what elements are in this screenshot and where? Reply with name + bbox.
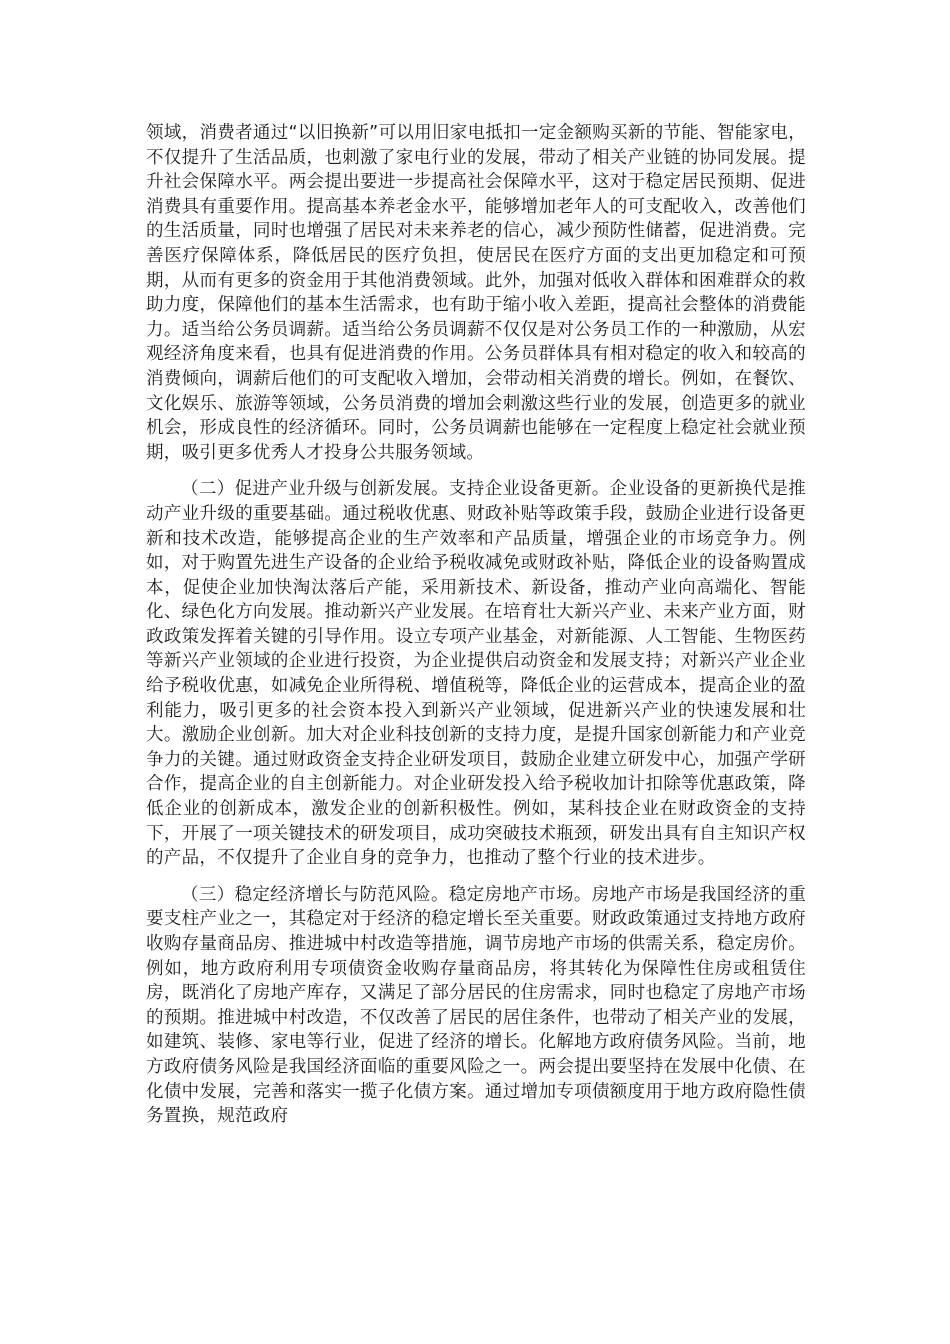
- paragraph-economic-stability: （三）稳定经济增长与防范风险。稳定房地产市场。房地产市场是我国经济的重要支柱产业之一，其稳定对于经济的稳定增长至关重要。财政政策通过支持地方政府收购存量商品房、推进城中村改造等措施，调节房地产市场的供需关系，稳定房价。例如，地方政府利用专项债资金收购存量商品房，将其转化为保障性住房或租赁住房，既消化了房地产库存，又满足了部分居民的住房需求，同时也稳定了房地产市场的预期。推进城中村改造，不仅改善了居民的居住条件，也带动了相关产业的发展，如建筑、装修、家电等行业，促进了经济的增长。化解地方政府债务风险。当前，地方政府债务风险是我国经济面临的重要风险之一。两会提出要坚持在发展中化债、在化债中发展，完善和落实一揽子化债方案。通过增加专项债额度用于地方政府隐性债务置换，规范政府: [146, 884, 806, 1127]
- paragraph-industrial-upgrade: （二）促进产业升级与创新发展。支持企业设备更新。企业设备的更新换代是推动产业升级的重要基础。通过税收优惠、财政补贴等政策手段，鼓励企业进行设备更新和技术改造，能够提高企业的生产效率和产品质量，增强企业的市场竞争力。例如，对于购置先进生产设备的企业给予税收减免或财政补贴，降低企业的设备购置成本，促使企业加快淘汰落后产能，采用新技术、新设备，推动产业向高端化、智能化、绿色化方向发展。推动新兴产业发展。在培育壮大新兴产业、未来产业方面，财政政策发挥着关键的引导作用。设立专项产业基金，对新能源、人工智能、生物医药等新兴产业领域的企业进行投资，为企业提供启动资金和发展支持；对新兴产业企业给予税收优惠，如减免企业所得税、增值税等，降低企业的运营成本，提高企业的盈利能力，吸引更多的社会资本投入到新兴产业领域，促进新兴产业的快速发展和壮大。激励企业创新。加大对企业科技创新的支持力度，是提升国家创新能力和产业竞争力的关键。通过财政资金支持企业研发项目，鼓励企业建立研发中心，加强产学研合作，提高企业的自主创新能力。对企业研发投入给予税收加计扣除等优惠政策，降低企业的创新成本，激发企业的创新积极性。例如，某科技企业在财政资金的支持下，开展了一项关键技术的研发项目，成功突破技术瓶颈，研发出具有自主知识产权的产品，不仅提升了企业自身的竞争力，也推动了整个行业的技术进步。: [146, 479, 806, 869]
- document-body: [146, 121, 806, 1141]
- paragraph-consumption-social-security: 领域，消费者通过“以旧换新”可以用旧家电抵扣一定金额购买新的节能、智能家电，不仅提升了生活品质，也刺激了家电行业的发展，带动了相关产业链的协同发展。提升社会保障水平。两会提出要进一步提高社会保障水平，这对于稳定居民预期、促进消费具有重要作用。提高基本养老金水平，能够增加老年人的可支配收入，改善他们的生活质量，同时也增强了居民对未来养老的信心，减少预防性储蓄，促进消费。完善医疗保障体系，降低居民的医疗负担，使居民在医疗方面的支出更加稳定和可预期，从而有更多的资金用于其他消费领域。此外，加强对低收入群体和困难群众的救助力度，保障他们的基本生活需求，也有助于缩小收入差距，提高社会整体的消费能力。适当给公务员调薪。适当给公务员调薪不仅仅是对公务员工作的一种激励，从宏观经济角度来看，也具有促进消费的作用。公务员群体具有相对稳定的收入和较高的消费倾向，调薪后他们的可支配收入增加，会带动相关消费的增长。例如，在餐饮、文化娱乐、旅游等领域，公务员消费的增加会刺激这些行业的发展，创造更多的就业机会，形成良性的经济循环。同时，公务员调薪也能够在一定程度上稳定社会就业预期，吸引更多优秀人才投身公共服务领域。: [146, 123, 806, 463]
